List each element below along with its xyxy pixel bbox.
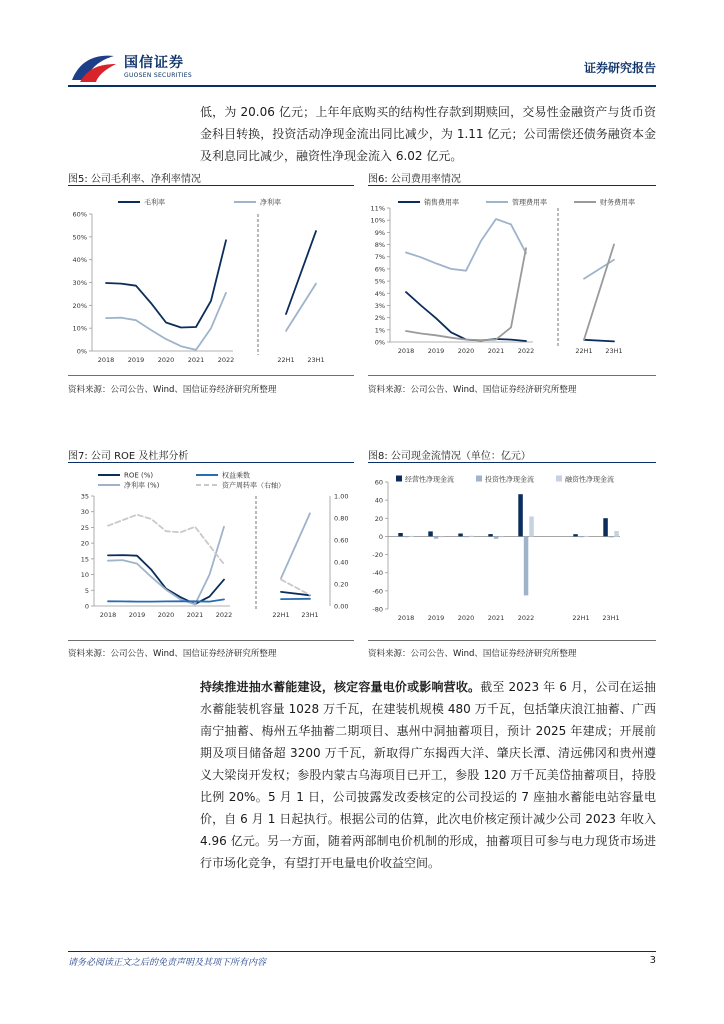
y-tick-label: -20 <box>372 551 383 560</box>
x-tick-label: 2019 <box>427 347 445 355</box>
legend-swatch <box>476 476 482 482</box>
fig6-chart <box>368 188 656 370</box>
bar-2 <box>579 536 584 537</box>
x-tick-label: 23H1 <box>605 347 623 355</box>
y-tick-label: 3% <box>374 301 385 310</box>
x-tick-label: 2022 <box>517 347 535 355</box>
x-tick-label: 2019 <box>427 614 445 622</box>
legend-label: 融资性净现金流 <box>565 475 614 484</box>
x-tick-label: 2021 <box>487 614 505 622</box>
series-line-1 <box>106 240 226 327</box>
series-line-1 <box>286 231 316 314</box>
y-tick-label: 30 <box>80 508 89 517</box>
series-line-2 <box>584 260 614 279</box>
bar-2 <box>609 536 614 537</box>
bar-3 <box>584 536 589 537</box>
x-tick-label: 2018 <box>97 356 115 364</box>
legend-label: 资产周转率（右轴） <box>222 481 285 490</box>
company-name-en: GUOSEN SECURITIES <box>124 72 193 79</box>
legend-label: 净利率 (%) <box>124 481 160 490</box>
fig8-bottom-rule <box>368 640 656 641</box>
x-tick-label: 2021 <box>487 347 505 355</box>
y-tick-label: -60 <box>372 587 383 596</box>
x-tick-label: 2018 <box>99 611 117 619</box>
body-paragraph-2 <box>200 676 656 874</box>
header-divider <box>68 85 656 87</box>
y-tick-label: 0% <box>76 347 87 356</box>
bar-1 <box>458 534 463 537</box>
series-line-2 <box>281 513 310 578</box>
x-tick-label: 23H1 <box>602 614 620 622</box>
x-tick-label: 2018 <box>397 347 415 355</box>
y-tick-label: 2% <box>374 314 385 323</box>
y-tick-label: 0 <box>84 602 89 611</box>
bar-1 <box>398 533 403 536</box>
y-tick-label: 5% <box>374 277 385 286</box>
x-tick-label: 2021 <box>186 611 204 619</box>
bar-2 <box>404 536 409 537</box>
x-tick-label: 22H1 <box>272 611 290 619</box>
fig6-source: 资料来源：公司公告、Wind、国信证券经济研究所整理 <box>368 385 577 395</box>
x-tick-label: 22H1 <box>277 356 295 364</box>
report-type-label: 证券研究报告 <box>583 61 656 75</box>
series-line-2 <box>286 284 316 331</box>
fig8-title-rule <box>368 462 656 463</box>
bar-2 <box>494 536 499 538</box>
y-tick-label: 10% <box>370 216 385 225</box>
series-line-3 <box>584 245 614 340</box>
fig7-bottom-rule <box>68 640 354 641</box>
bar-3 <box>529 517 534 537</box>
y-tick-label: 20% <box>72 301 87 310</box>
x-tick-label: 2020 <box>157 356 175 364</box>
y-tick-label: 20 <box>374 514 383 523</box>
fig6-title-rule <box>368 185 656 186</box>
legend-label: 管理费用率 <box>512 198 547 207</box>
y-tick-label: 0% <box>374 338 385 347</box>
y2-tick-label: 1.00 <box>334 492 349 501</box>
y-tick-label: 10% <box>72 324 87 333</box>
y2-tick-label: 0.40 <box>334 558 349 567</box>
series-line-2 <box>406 219 526 271</box>
fig8-chart <box>368 465 656 637</box>
legend-label: 权益乘数 <box>222 471 250 480</box>
bar-2 <box>464 536 469 537</box>
fig7-chart <box>68 465 354 637</box>
y2-tick-label: 0.20 <box>334 580 349 589</box>
y-tick-label: 15 <box>80 555 89 564</box>
y-tick-label: 5 <box>84 586 89 595</box>
y-tick-label: 8% <box>374 241 385 250</box>
x-tick-label: 23H1 <box>307 356 325 364</box>
y-tick-label: -40 <box>372 569 383 578</box>
page-number: 3 <box>649 955 656 966</box>
bar-3 <box>409 536 414 537</box>
y-tick-label: 60% <box>72 210 87 219</box>
footer-disclaimer: 请务必阅读正文之后的免责声明及其项下所有内容 <box>68 958 267 968</box>
body-paragraph-1: 低，为 20.06 亿元；上年年底购买的结构性存款到期赎回，交易性金融资产与货币资金科目转换，投资活动净现金流出同比减少，为 1.11 亿元；公司需偿还债务融资本金及利息同比减少，融资性净现金流入 6.02 亿元。 <box>200 105 656 163</box>
series-line-3 <box>406 248 526 340</box>
series-line-4 <box>108 515 224 565</box>
fig8-title: 图8: 公司现金流情况（单位：亿元） <box>368 451 531 462</box>
series-line-2 <box>108 527 224 605</box>
fig5-chart <box>68 188 354 370</box>
bar-1 <box>518 494 523 536</box>
series-line-3 <box>108 599 224 601</box>
y-tick-label: 11% <box>370 204 385 213</box>
y-tick-label: 1% <box>374 326 385 335</box>
bar-2 <box>524 536 529 595</box>
x-tick-label: 2020 <box>457 614 475 622</box>
paragraph-body-text: 截至 2023 年 6 月，公司在运抽水蓄能装机容量 1028 万千瓦，在建装机规模 480 万千瓦，包括肇庆浪江抽蓄、广西南宁抽蓄、梅州五华抽蓄二期项目、惠州中洞抽蓄项目，预计 2025 年建成；开展前期及项目储备超 3200 万千瓦，新取得广东揭西大洋、肇庆长潭、清远佛冈和贵州遵义大梁岗开发权；参股内蒙古乌海项目已开工，参股 120 万千瓦美岱抽蓄项目，持股比例 20%。5 月 1 日，公司披露发改委核定的公司投运的 7 座抽水蓄能电站容量电价，自 6 月 1 日起执行。根据公司的估算，此次电价核定预计减少公司 2023 年收入 4.96 亿元。另一方面，随着两部制电价机制的形成，抽蓄项目可参与电力现货市场进行市场化竞争，有望打开电量电价收益空间。 <box>200 680 656 870</box>
fig6-bottom-rule <box>368 375 656 376</box>
bar-3 <box>614 531 619 537</box>
y2-tick-label: 0.60 <box>334 536 349 545</box>
legend-label: 毛利率 <box>144 198 165 207</box>
legend-label: 经营性净现金流 <box>405 475 454 484</box>
bar-1 <box>488 534 493 536</box>
bar-1 <box>428 531 433 536</box>
bar-3 <box>499 536 504 537</box>
y-tick-label: 0 <box>378 532 383 541</box>
legend-label: 销售费用率 <box>424 198 459 207</box>
y-tick-label: 60 <box>374 478 383 487</box>
x-tick-label: 22H1 <box>572 614 590 622</box>
y-tick-label: 35 <box>80 492 89 501</box>
fig7-title: 图7: 公司 ROE 及杜邦分析 <box>68 451 189 462</box>
y-tick-label: 40% <box>72 256 87 265</box>
x-tick-label: 2019 <box>128 611 146 619</box>
x-tick-label: 2022 <box>215 611 233 619</box>
company-logo <box>70 50 118 86</box>
x-tick-label: 23H1 <box>301 611 319 619</box>
series-line-1 <box>584 340 614 342</box>
y-tick-label: 7% <box>374 253 385 262</box>
x-tick-label: 22H1 <box>575 347 593 355</box>
company-name: 国信证券 <box>124 55 184 71</box>
x-tick-label: 2020 <box>457 347 475 355</box>
x-tick-label: 2022 <box>217 356 235 364</box>
y2-tick-label: 0.00 <box>334 602 349 611</box>
legend-label: ROE (%) <box>124 471 154 480</box>
fig6-title: 图6: 公司费用率情况 <box>368 174 461 185</box>
fig8-source: 资料来源：公司公告、Wind、国信证券经济研究所整理 <box>368 649 577 659</box>
bar-3 <box>469 536 474 537</box>
bar-1 <box>603 518 608 536</box>
legend-label: 净利率 <box>260 198 281 207</box>
y-tick-label: 30% <box>72 279 87 287</box>
x-tick-label: 2020 <box>157 611 175 619</box>
legend-label: 投资性净现金流 <box>485 475 534 484</box>
paragraph-lead-sentence: 持续推进抽水蓄能建设，核定容量电价或影响营收。 <box>200 680 481 694</box>
fig5-title-rule <box>68 185 354 186</box>
fig7-title-rule <box>68 462 354 463</box>
footer-divider <box>68 951 656 952</box>
y-tick-label: 6% <box>374 265 385 274</box>
bar-1 <box>573 534 578 536</box>
y2-tick-label: 0.80 <box>334 514 349 523</box>
x-tick-label: 2021 <box>187 356 205 364</box>
legend-swatch <box>396 476 402 482</box>
y-tick-label: 10 <box>80 571 89 580</box>
y-tick-label: 4% <box>374 289 385 298</box>
fig5-source: 资料来源：公司公告、Wind、国信证券经济研究所整理 <box>68 385 277 395</box>
bar-2 <box>434 536 439 538</box>
fig5-title: 图5: 公司毛利率、净利率情况 <box>68 174 201 185</box>
x-tick-label: 2019 <box>127 356 145 364</box>
x-tick-label: 2018 <box>397 614 415 622</box>
legend-label: 财务费用率 <box>600 198 635 207</box>
y-tick-label: 25 <box>80 523 89 532</box>
y-tick-label: 40 <box>374 496 383 505</box>
fig5-bottom-rule <box>68 375 354 376</box>
legend-swatch <box>556 476 562 482</box>
y-tick-label: 50% <box>72 233 87 242</box>
y-tick-label: 9% <box>374 228 385 237</box>
y-tick-label: 20 <box>80 539 89 548</box>
y-tick-label: -80 <box>372 605 383 614</box>
fig7-source: 资料来源：公司公告、Wind、国信证券经济研究所整理 <box>68 649 277 659</box>
x-tick-label: 2022 <box>517 614 535 622</box>
bar-3 <box>439 536 444 537</box>
